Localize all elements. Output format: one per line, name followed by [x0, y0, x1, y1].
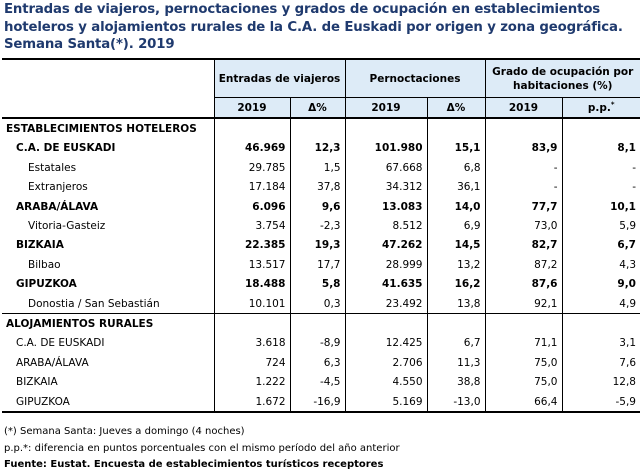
value-cell: -2,3: [290, 216, 345, 235]
value-cell: 10,1: [562, 197, 640, 216]
value-cell: 12,3: [290, 139, 345, 158]
empty-cell: [214, 118, 290, 138]
value-cell: 38,8: [427, 372, 485, 391]
value-cell: 1.222: [214, 372, 290, 391]
section-title: ESTABLECIMIENTOS HOTELEROS: [6, 123, 197, 136]
header-grado: Grado de ocupación por habitaciones (%): [485, 59, 640, 98]
header-year: 2019: [485, 98, 562, 119]
empty-cell: [427, 314, 485, 334]
section-title: ALOJAMIENTOS RURALES: [2, 314, 214, 334]
row-label: BIZKAIA: [16, 376, 58, 389]
row-label: Vitoria-Gasteiz: [28, 220, 106, 233]
row-label: GIPUZKOA: [16, 278, 77, 291]
footnote-source: Fuente: Eustat. Encuesta de establecimientos turísticos receptores: [4, 459, 384, 470]
header-pernoctaciones: Pernoctaciones: [345, 59, 485, 98]
value-cell: 2.706: [345, 353, 427, 372]
row-label: Donostia / San Sebastián: [28, 297, 160, 310]
value-cell: -13,0: [427, 392, 485, 412]
value-cell: 75,0: [485, 372, 562, 391]
table-row: [2, 353, 640, 372]
value-cell: 3.618: [214, 334, 290, 353]
value-cell: 4,9: [562, 294, 640, 314]
table-row: [2, 216, 640, 235]
value-cell: 17.184: [214, 178, 290, 197]
row-label: GIPUZKOA: [2, 392, 214, 412]
value-cell: -: [485, 178, 562, 197]
page-title: Entradas de viajeros, pernoctaciones y grados de ocupación en establecimientos hoteleros y alojamientos rurales de la C.A. de Euskadi por origen y zona geográfica. Semana Santa(*). 2019: [4, 2, 623, 52]
value-cell: 34.312: [345, 178, 427, 197]
value-cell: 3,1: [562, 334, 640, 353]
value-cell: 73,0: [485, 216, 562, 235]
value-cell: 15,1: [427, 139, 485, 158]
value-cell: 6.096: [214, 197, 290, 216]
value-cell: 75,0: [485, 353, 562, 372]
value-cell: 67.668: [345, 158, 427, 177]
value-cell: 28.999: [345, 255, 427, 274]
table-row: [2, 236, 640, 255]
value-cell: 5.169: [345, 392, 427, 412]
value-cell: 13.517: [214, 255, 290, 274]
footnote-semana-santa: (*) Semana Santa: Jueves a domingo (4 noches): [4, 426, 245, 437]
value-cell: 77,7: [485, 197, 562, 216]
value-cell: -16,9: [290, 392, 345, 412]
value-cell: 71,1: [485, 334, 562, 353]
empty-cell: [562, 314, 640, 334]
row-label: Bilbao: [28, 258, 61, 271]
row-label: C.A. DE EUSKADI: [16, 337, 105, 350]
value-cell: 4.550: [345, 372, 427, 391]
value-cell: 87,2: [485, 255, 562, 274]
table-row: [2, 334, 640, 353]
value-cell: -: [562, 158, 640, 177]
value-cell: 23.492: [345, 294, 427, 314]
header-pp-label: p.p.: [587, 101, 611, 114]
row-label: ARABA/ÁLAVA: [16, 356, 89, 369]
value-cell: 37,8: [290, 178, 345, 197]
value-cell: 11,3: [427, 353, 485, 372]
value-cell: 1.672: [214, 392, 290, 412]
value-cell: 18.488: [214, 275, 290, 294]
value-cell: -: [485, 158, 562, 177]
empty-cell: [485, 118, 562, 138]
row-label: BIZKAIA: [16, 239, 64, 252]
footnote-pp: p.p.*: diferencia en puntos porcentuales con el mismo período del año anterior: [4, 443, 400, 454]
value-cell: 6,7: [427, 334, 485, 353]
value-cell: 87,6: [485, 275, 562, 294]
value-cell: 12.425: [345, 334, 427, 353]
value-cell: 8,1: [562, 139, 640, 158]
empty-cell: [345, 314, 427, 334]
value-cell: 9,6: [290, 197, 345, 216]
table-row: [2, 275, 640, 294]
table-row: [2, 372, 640, 391]
table-row: [2, 158, 640, 177]
value-cell: 46.969: [214, 139, 290, 158]
empty-cell: [345, 118, 427, 138]
row-label: C.A. DE EUSKADI: [16, 142, 116, 155]
section-row: [2, 118, 640, 138]
header-pp-mark: *: [610, 100, 615, 109]
value-cell: 83,9: [485, 139, 562, 158]
value-cell: -5,9: [562, 392, 640, 412]
header-year: 2019: [345, 98, 427, 119]
value-cell: 41.635: [345, 275, 427, 294]
value-cell: 724: [214, 353, 290, 372]
value-cell: 16,2: [427, 275, 485, 294]
value-cell: 6,9: [427, 216, 485, 235]
value-cell: 19,3: [290, 236, 345, 255]
value-cell: 29.785: [214, 158, 290, 177]
data-table: [2, 58, 640, 413]
row-label: Estatales: [28, 161, 77, 174]
value-cell: 1,5: [290, 158, 345, 177]
header-entradas: Entradas de viajeros: [214, 59, 345, 98]
value-cell: 9,0: [562, 275, 640, 294]
table-row: [2, 294, 640, 314]
value-cell: 17,7: [290, 255, 345, 274]
value-cell: 92,1: [485, 294, 562, 314]
value-cell: 14,0: [427, 197, 485, 216]
value-cell: -8,9: [290, 334, 345, 353]
value-cell: 13.083: [345, 197, 427, 216]
row-label: Extranjeros: [28, 181, 88, 194]
value-cell: 36,1: [427, 178, 485, 197]
value-cell: -4,5: [290, 372, 345, 391]
header-delta: Δ%: [427, 98, 485, 119]
value-cell: 7,6: [562, 353, 640, 372]
value-cell: 10.101: [214, 294, 290, 314]
empty-cell: [562, 118, 640, 138]
empty-cell: [290, 118, 345, 138]
empty-cell: [290, 314, 345, 334]
value-cell: 14,5: [427, 236, 485, 255]
header-pp: [562, 98, 640, 119]
value-cell: 12,8: [562, 372, 640, 391]
value-cell: 66,4: [485, 392, 562, 412]
value-cell: 6,7: [562, 236, 640, 255]
value-cell: 5,8: [290, 275, 345, 294]
table-row: [2, 392, 640, 412]
value-cell: 6,3: [290, 353, 345, 372]
header-delta: Δ%: [290, 98, 345, 119]
section-row: [2, 314, 640, 334]
value-cell: 47.262: [345, 236, 427, 255]
table-row: [2, 178, 640, 197]
value-cell: 82,7: [485, 236, 562, 255]
table-row: [2, 139, 640, 158]
table-row: [2, 197, 640, 216]
value-cell: 0,3: [290, 294, 345, 314]
empty-cell: [427, 118, 485, 138]
value-cell: 13,8: [427, 294, 485, 314]
value-cell: 4,3: [562, 255, 640, 274]
header-year: 2019: [214, 98, 290, 119]
value-cell: 5,9: [562, 216, 640, 235]
value-cell: 13,2: [427, 255, 485, 274]
value-cell: 3.754: [214, 216, 290, 235]
value-cell: -: [562, 178, 640, 197]
empty-cell: [485, 314, 562, 334]
empty-cell: [214, 314, 290, 334]
header-empty: [2, 59, 214, 98]
row-label: ARABA/ÁLAVA: [16, 200, 99, 213]
value-cell: 22.385: [214, 236, 290, 255]
header-empty: [2, 98, 214, 119]
table-row: [2, 255, 640, 274]
value-cell: 8.512: [345, 216, 427, 235]
value-cell: 6,8: [427, 158, 485, 177]
value-cell: 101.980: [345, 139, 427, 158]
